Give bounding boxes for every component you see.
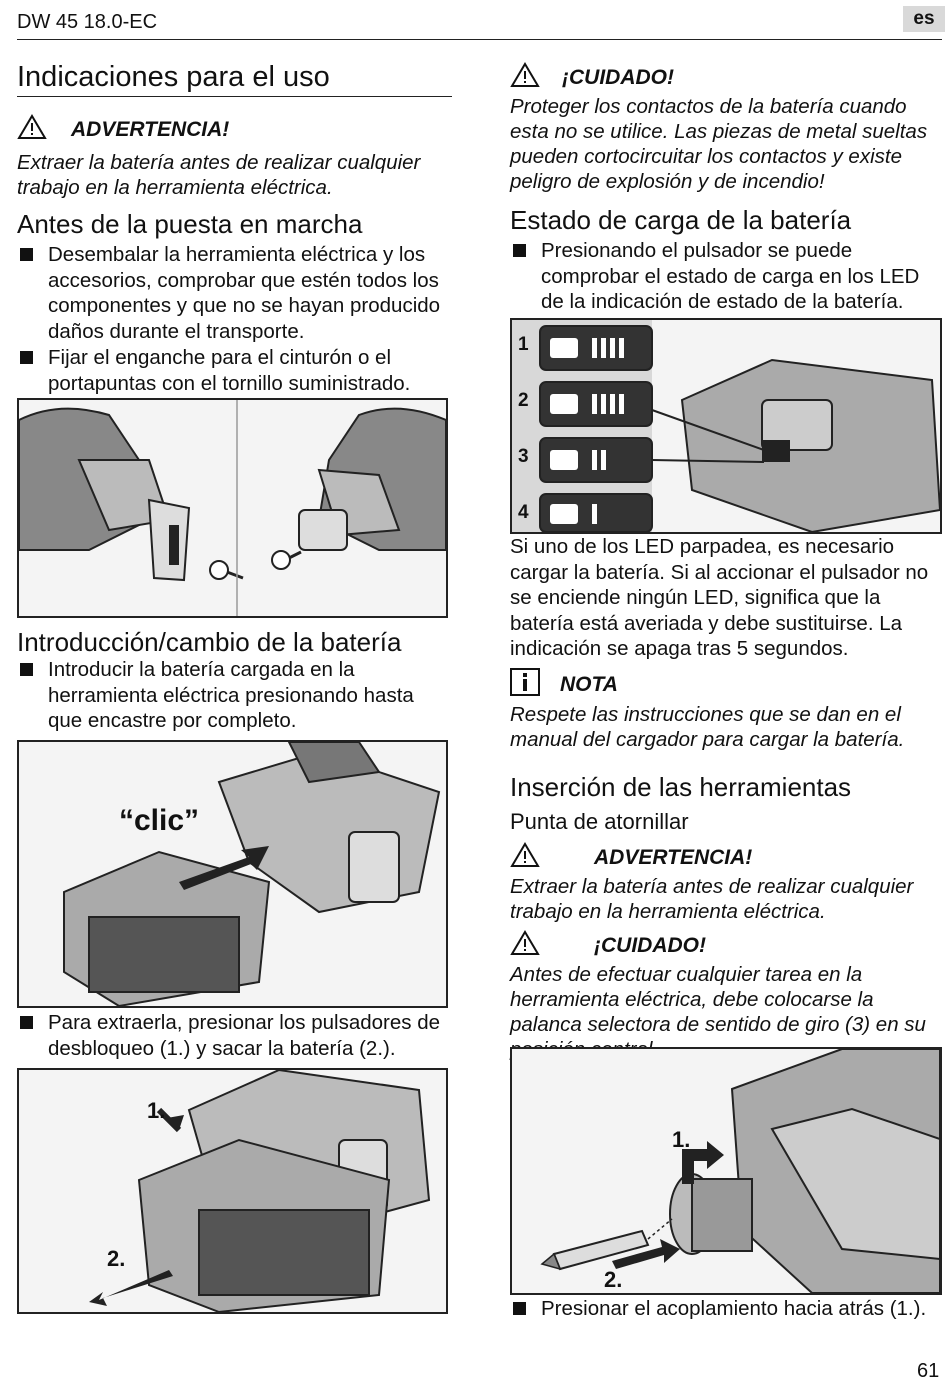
step-two-label: 2. — [604, 1267, 623, 1292]
bullet-square-icon — [513, 244, 526, 257]
note-label: NOTA — [560, 672, 618, 696]
header-divider — [17, 39, 942, 40]
left-column — [17, 60, 457, 396]
bullet-square-icon — [20, 351, 33, 364]
document-model: DW 45 18.0-EC — [17, 11, 158, 33]
note-text: Respete las instrucciones que se dan en el manual del cargador para cargar la batería. — [510, 702, 905, 751]
caution-heading — [510, 62, 945, 94]
bullet-square-icon — [20, 1016, 33, 1029]
warning-heading — [17, 114, 457, 146]
list-item — [510, 238, 942, 315]
clic-label: “clic” — [119, 804, 200, 837]
bit-insertion-figure — [510, 1047, 942, 1295]
list-item — [17, 345, 452, 396]
warning-heading — [510, 842, 945, 874]
charge-info-block — [510, 534, 945, 1062]
info-icon — [510, 668, 540, 702]
step-one-label: 1. — [672, 1127, 691, 1152]
section-heading-startup: Antes de la puesta en marcha — [17, 209, 363, 239]
level-4-label: 4 — [518, 502, 529, 523]
list-item-text: Fijar el enganche para el cinturón o el portapuntas con el tornillo suministrado. — [48, 346, 411, 395]
list-item-text: Para extraerla, presionar los pulsadores de desbloqueo (1.) y sacar la batería (2.). — [48, 1011, 440, 1060]
list-item — [17, 242, 452, 344]
section-heading-battery: Introducción/cambio de la batería — [17, 627, 402, 657]
bullet-square-icon — [513, 1302, 526, 1315]
step-one-label: 1. — [147, 1098, 166, 1123]
warning-text: Extraer la batería antes de realizar cualquier trabajo en la herramienta eléctrica. — [17, 151, 421, 199]
title-underline — [17, 96, 452, 97]
bullet-square-icon — [20, 663, 33, 676]
level-3-label: 3 — [518, 446, 529, 467]
caution-text: Proteger los contactos de la batería cuando esta no se utilice. Las piezas de metal sueltas pueden cortocircuitar los contactos y existe peligro de explosión y de incendio! — [510, 95, 928, 193]
caution-text: Antes de efectuar cualquier tarea en la herramienta eléctrica, debe colocarse la palanca selectora de sentido de giro (3) en su — [510, 962, 926, 1036]
warning-triangle-icon — [510, 62, 540, 94]
level-1-label: 1 — [518, 334, 529, 355]
caution-heading — [510, 930, 945, 962]
list-item-text: Presionar el acoplamiento hacia atrás (1.). — [541, 1297, 927, 1320]
warning-text: Extraer la batería antes de realizar cualquier trabajo en la herramienta eléctrica. — [510, 874, 914, 923]
level-2-label: 2 — [518, 390, 529, 411]
note-heading — [510, 668, 945, 702]
list-item — [17, 1010, 457, 1061]
battery-insert-figure — [17, 740, 448, 1008]
subheading-screwdriver-bit: Punta de atornillar — [510, 808, 689, 834]
battery-section — [17, 627, 457, 734]
section-heading-tools: Inserción de las herramientas — [510, 771, 852, 802]
language-badge: es — [903, 6, 945, 32]
caution-label: ¡CUIDADO! — [562, 66, 674, 89]
page-title: Indicaciones para el uso — [17, 61, 330, 93]
battery-remove-figure — [17, 1068, 448, 1314]
page-number: 61 — [917, 1360, 940, 1382]
list-item — [17, 657, 452, 734]
warning-triangle-icon — [510, 842, 540, 874]
step-two-label: 2. — [107, 1246, 126, 1271]
bullet-square-icon — [20, 248, 33, 261]
warning-label: ADVERTENCIA! — [71, 118, 230, 141]
belt-clip-figure — [17, 398, 448, 618]
battery-level-figure — [510, 318, 942, 534]
right-column — [510, 62, 945, 315]
warning-triangle-icon — [17, 114, 47, 146]
warning-label: ADVERTENCIA! — [594, 845, 753, 869]
section-heading-charge-state: Estado de carga de la batería — [510, 205, 852, 235]
list-item — [510, 1296, 945, 1322]
warning-triangle-icon — [510, 930, 540, 962]
charge-info-text: Si uno de los LED parpadea, es necesario cargar la batería. Si al accionar el pulsador no se enciende ningún LED, significa que la batería está averiada y debe sustituirse. La indicación se apaga tras 5 segundos. — [510, 535, 929, 660]
list-item-text: Desembalar la herramienta eléctrica y los accesorios, comprobar que estén todos los componentes y que no se hayan producido daños durante el transporte. — [48, 243, 441, 343]
caution-label: ¡CUIDADO! — [594, 933, 706, 957]
list-item-text: Presionando el pulsador se puede comprobar el estado de carga en los LED de la indicación de estado de la batería. — [541, 239, 920, 313]
list-item-text: Introducir la batería cargada en la herramienta eléctrica presionando hasta que encastre por completo. — [48, 658, 414, 732]
